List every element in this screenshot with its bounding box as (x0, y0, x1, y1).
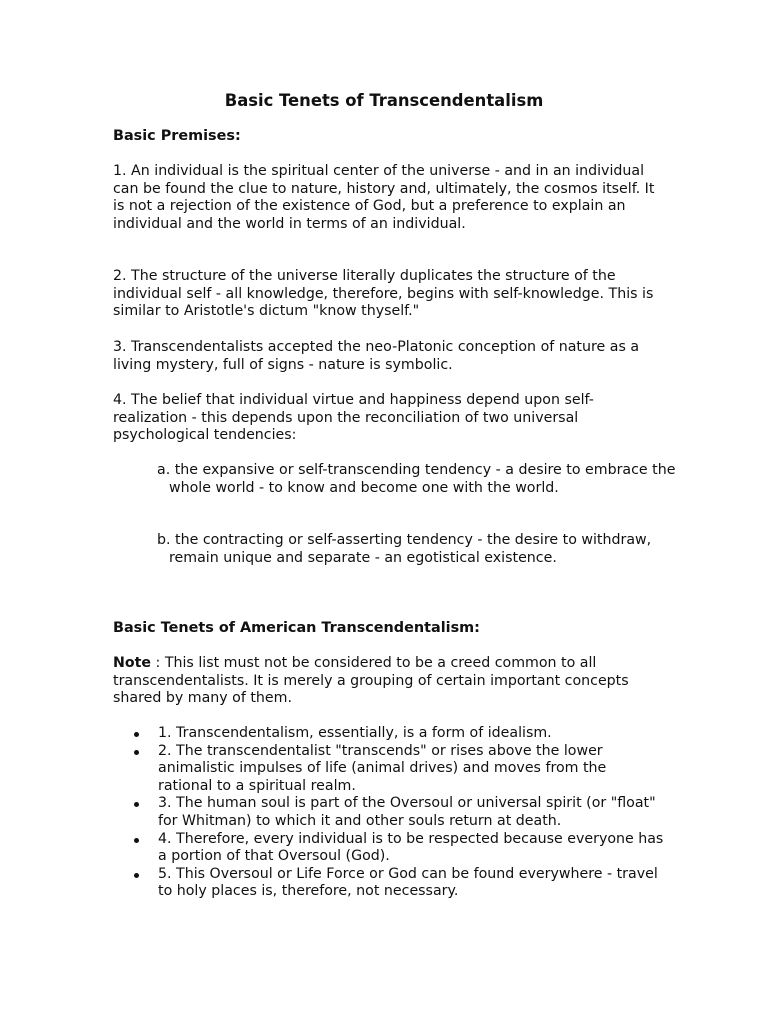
tenet-text: 3. The human soul is part of the Oversoul or universal spirit (or "float" for Whitman) to which it and other souls return at death. (158, 795, 656, 829)
list-item (113, 831, 665, 866)
premises-heading: Basic Premises: (113, 128, 241, 144)
list-item (113, 725, 665, 743)
american-heading: Basic Tenets of American Transcendentalism: (113, 620, 480, 636)
page-title: Basic Tenets of Transcendentalism (224, 91, 544, 110)
list-item (113, 743, 665, 796)
premise-paragraph-1: 1. An individual is the spiritual center of the universe - and in an individual can be found the clue to nature, history and, ultimately, the cosmos itself. It is not a rejection of the existence of God, but a preference to explain an individual and the world in terms of an individual. (113, 163, 655, 232)
list-item (113, 795, 665, 830)
bullet-icon (134, 838, 139, 843)
sub-item-b: b. the contracting or self-asserting tendency - the desire to withdraw, remain unique and separate - an egotistical existence. (157, 532, 652, 566)
note-text: : This list must not be considered to be a creed common to all transcendentalists. It is merely a grouping of certain important concepts shared by many of them. (113, 655, 629, 707)
list-item (113, 866, 665, 901)
sub-item-a: a. the expansive or self-transcending tendency - a desire to embrace the whole world - to know and become one with the world. (157, 462, 676, 496)
premise-paragraph-3: 3. Transcendentalists accepted the neo-Platonic conception of nature as a living mystery, full of signs - nature is symbolic. (113, 339, 640, 373)
bullet-icon (134, 750, 139, 755)
tenets-list (113, 725, 665, 901)
tenet-text: 2. The transcendentalist "transcends" or rises above the lower animalistic impulses of life (animal drives) and moves from the rational to a spiritual realm. (158, 742, 607, 794)
premise-paragraph-4: 4. The belief that individual virtue and happiness depend upon self-realization - this depends upon the reconciliation of two universal psychological tendencies: (113, 392, 594, 444)
premise-paragraph-2: 2. The structure of the universe literally duplicates the structure of the individual self - all knowledge, therefore, begins with self-knowledge. This is similar to Aristotle's dictum "know thyself." (113, 268, 654, 320)
bullet-icon (134, 873, 139, 878)
tenet-text: 4. Therefore, every individual is to be respected because everyone has a portion of that Oversoul (God). (158, 830, 664, 865)
tenet-text: 1. Transcendentalism, essentially, is a form of idealism. (158, 725, 552, 741)
note-paragraph (113, 655, 665, 708)
tenet-text: 5. This Oversoul or Life Force or God can be found everywhere - travel to holy places is, therefore, not necessary. (158, 865, 658, 900)
bullet-icon (134, 732, 139, 737)
bullet-icon (134, 802, 139, 807)
note-label: Note (113, 655, 152, 671)
